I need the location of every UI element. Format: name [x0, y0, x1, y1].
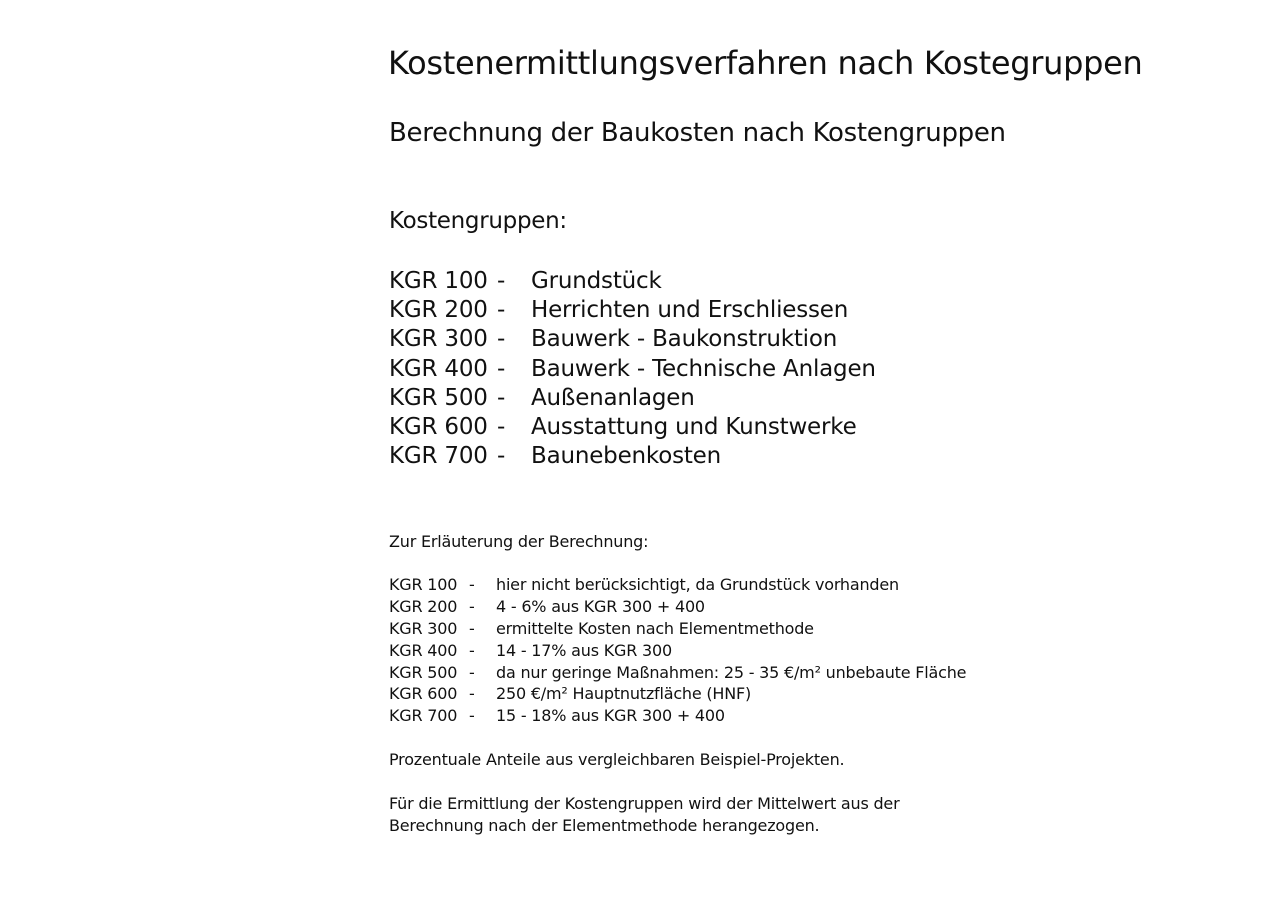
group-label: Ausstattung und Kunstwerke — [531, 413, 857, 440]
group-separator: - — [497, 384, 506, 411]
explanation-list — [389, 574, 966, 727]
list-item — [389, 442, 876, 471]
note-method-line: Berechnung nach der Elementmethode herangezogen. — [389, 816, 820, 835]
list-item — [389, 662, 966, 684]
explanation-code: KGR 200 — [389, 596, 458, 616]
page-title: Kostenermittlungsverfahren nach Kostegruppen — [388, 44, 1143, 82]
explanation-separator: - — [469, 618, 475, 638]
list-item — [389, 640, 966, 662]
group-separator: - — [497, 443, 506, 470]
explanation-separator: - — [469, 662, 475, 682]
list-item — [389, 355, 876, 384]
explanation-code: KGR 700 — [389, 706, 458, 726]
explanation-code: KGR 500 — [389, 662, 458, 682]
group-label: Baunebenkosten — [531, 443, 722, 470]
page-subtitle: Berechnung der Baukosten nach Kostengruppen — [389, 118, 1006, 148]
list-item — [389, 705, 966, 727]
note-method-line: Für die Ermittlung der Kostengruppen wird der Mittelwert aus der — [389, 794, 900, 813]
explanation-separator: - — [469, 706, 475, 726]
list-item — [389, 325, 876, 354]
groups-list — [389, 267, 876, 471]
explanation-code: KGR 100 — [389, 575, 458, 594]
explanation-separator: - — [469, 596, 475, 616]
list-item — [389, 267, 876, 296]
explanation-text: hier nicht berücksichtigt, da Grundstück vorhanden — [496, 575, 899, 594]
note-percentages: Prozentuale Anteile aus vergleichbaren Beispiel-Projekten. — [389, 750, 845, 769]
explanation-code: KGR 600 — [389, 684, 458, 704]
explanation-text: 4 - 6% aus KGR 300 + 400 — [496, 596, 705, 616]
note-method — [389, 793, 899, 837]
explanation-heading: Zur Erläuterung der Berechnung: — [389, 532, 649, 551]
group-label: Außenanlagen — [531, 384, 695, 411]
group-code: KGR 500 — [389, 384, 488, 411]
group-code: KGR 300 — [389, 326, 488, 353]
group-code: KGR 600 — [389, 413, 488, 440]
explanation-separator: - — [469, 684, 475, 704]
group-separator: - — [497, 413, 506, 440]
group-code: KGR 700 — [389, 443, 488, 470]
list-item — [389, 296, 876, 325]
explanation-text: 15 - 18% aus KGR 300 + 400 — [496, 706, 725, 726]
list-item — [389, 384, 876, 413]
group-label: Grundstück — [531, 268, 662, 294]
group-separator: - — [497, 326, 506, 353]
explanation-separator: - — [469, 575, 475, 594]
group-code: KGR 100 — [389, 268, 488, 294]
explanation-text: 250 €/m² Hauptnutzfläche (HNF) — [496, 684, 752, 704]
explanation-separator: - — [469, 640, 475, 660]
explanation-text: ermittelte Kosten nach Elementmethode — [496, 618, 814, 638]
list-item — [389, 574, 966, 596]
list-item — [389, 413, 876, 442]
list-item — [389, 596, 966, 618]
explanation-code: KGR 400 — [389, 640, 458, 660]
list-item — [389, 683, 966, 705]
group-label: Bauwerk - Baukonstruktion — [531, 326, 838, 353]
explanation-code: KGR 300 — [389, 618, 458, 638]
group-separator: - — [497, 268, 506, 294]
group-code: KGR 200 — [389, 297, 488, 324]
group-separator: - — [497, 355, 506, 382]
groups-heading: Kostengruppen: — [389, 208, 567, 234]
list-item — [389, 618, 966, 640]
group-label: Herrichten und Erschliessen — [531, 297, 849, 324]
explanation-text: da nur geringe Maßnahmen: 25 - 35 €/m² unbebaute Fläche — [496, 662, 967, 682]
group-separator: - — [497, 297, 506, 324]
explanation-text: 14 - 17% aus KGR 300 — [496, 640, 672, 660]
group-code: KGR 400 — [389, 355, 488, 382]
group-label: Bauwerk - Technische Anlagen — [531, 355, 876, 382]
